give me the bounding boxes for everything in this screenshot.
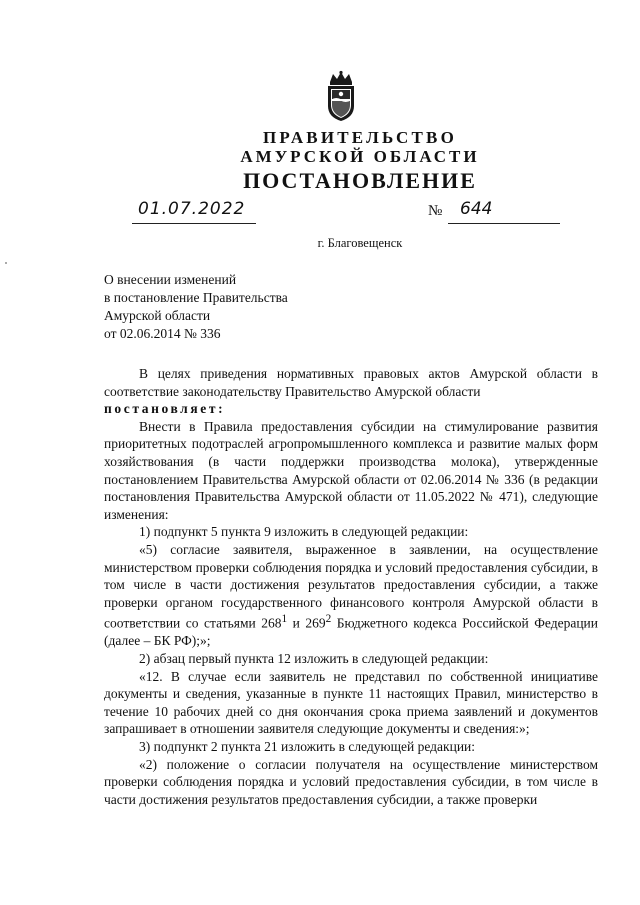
number-label: №	[428, 203, 443, 219]
government-name-line2: АМУРСКОЙ ОБЛАСТИ	[240, 147, 480, 166]
superscript-2: 2	[325, 613, 332, 626]
quote-1	[104, 541, 598, 650]
quote-3: «2) положение о согласии получателя на осуществление министерством проверки соблюдения порядка и условий предоставления субсидии, в том числе в части достижения результатов предоставления субсидии, а также проверки	[104, 756, 598, 807]
quote-2: «12. В случае если заявитель не представил по собственной инициативе документы и сведения, указанные в пункте 11 настоящих Правил, министерство в течение 10 рабочих дней со дня окончания срока приема заявлений и документов запрашивает в отношении заявителя следующие документы и сведения:»;	[104, 668, 598, 737]
document-number: 644	[448, 199, 560, 224]
document-body	[104, 365, 598, 808]
item-2: 2) абзац первый пункта 12 изложить в следующей редакции:	[139, 651, 489, 666]
superscript-1: 1	[281, 613, 288, 626]
subject-line: в постановление Правительства	[104, 290, 288, 305]
subject-line: Амурской области	[104, 308, 211, 323]
intro-paragraph: В целях приведения нормативных правовых актов Амурской области в соответствие законодательству Правительство Амурской области	[104, 366, 598, 399]
quote-1-part-b: и 269	[287, 615, 326, 631]
subject-line: от 02.06.2014 № 336	[104, 326, 221, 341]
coat-of-arms-emblem	[323, 70, 359, 122]
main-paragraph: Внести в Правила предоставления субсидии на стимулирование развития приоритетных подотраслей агропромышленного комплекса и развитие малых форм хозяйствования (в части поддержки производства молока), утвержденные постановлением Правительства Амурской области от 02.06.2014 № 336 (в редакции постановления Правительства Амурской области от 11.05.2022 № 471), следующие изменения:	[104, 418, 598, 522]
document-subject	[104, 271, 288, 343]
resolves-text: постановляет:	[104, 401, 226, 417]
document-date: 01.07.2022	[132, 199, 256, 224]
resolves-heading	[104, 400, 598, 418]
government-name-line1: ПРАВИТЕЛЬСТВО	[263, 128, 457, 147]
quote-1-part-c: Бюджетного кодекса Российской Федерации (далее – БК РФ);»;	[104, 615, 598, 649]
item-1: 1) подпункт 5 пункта 9 изложить в следующей редакции:	[139, 524, 469, 540]
city-name: г. Благовещенск	[317, 236, 403, 250]
subject-line: О внесении изменений	[104, 272, 237, 287]
scan-speck	[5, 262, 7, 264]
item-3: 3) подпункт 2 пункта 21 изложить в следующей редакции:	[139, 738, 476, 754]
quote-1-part-a: «5) согласие заявителя, выраженное в заявлении, на осуществление министерством проверки соблюдения порядка и условий предоставления субсидии, в том числе в части достижения результатов предоставления субсидии, а также проверки органом государственного финансового контроля Амурской области в соответствии со статьями 268	[104, 541, 598, 631]
document-type-title: ПОСТАНОВЛЕНИЕ	[243, 168, 477, 193]
